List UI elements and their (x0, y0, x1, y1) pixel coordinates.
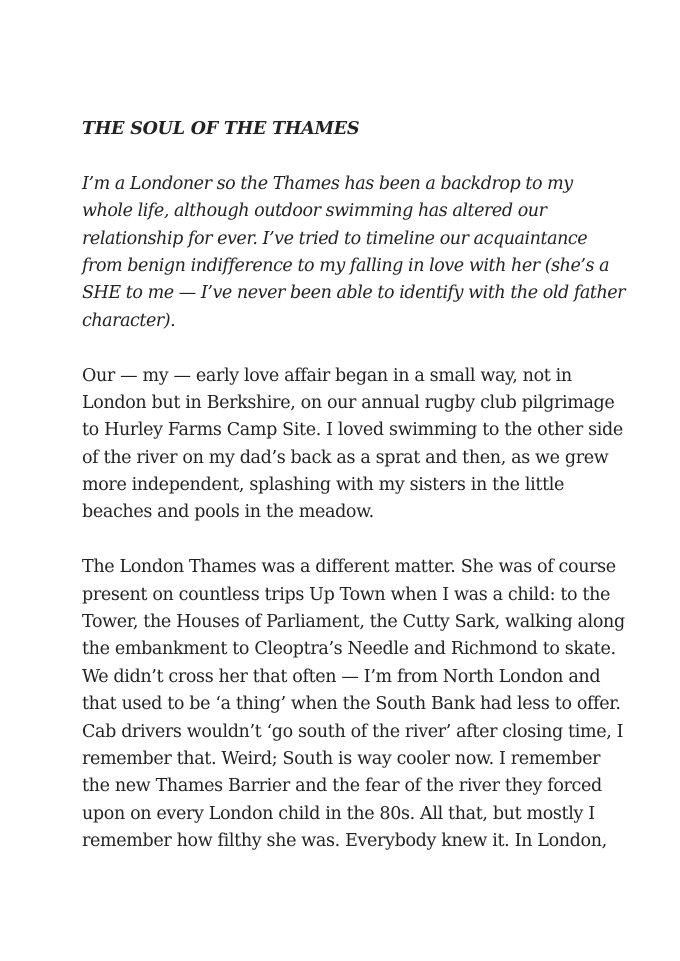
text-line: I’m a Londoner so the Thames has been a backdrop to my (82, 173, 573, 194)
paragraph-berkshire (82, 363, 642, 527)
text-line: relationship for ever. I’ve tried to timeline our acquaintance (82, 228, 588, 249)
text-line: whole life, although outdoor swimming has altered our (82, 201, 547, 222)
text-line: Tower, the Houses of Parliament, the Cutty Sark, walking along (82, 612, 625, 633)
text-line: The London Thames was a different matter. She was of course (82, 557, 616, 578)
text-line: to Hurley Farms Camp Site. I loved swimming to the other side (82, 420, 623, 441)
text-line: SHE to me — I’ve never been able to identify with the old father (82, 283, 626, 304)
text-line: from benign indifference to my falling in love with her (she’s a (82, 255, 610, 276)
page-title: THE SOUL OF THE THAMES (82, 119, 360, 139)
text-line: beaches and pools in the meadow. (82, 502, 374, 523)
text-line: that used to be ‘a thing’ when the South Bank had less to offer. (82, 694, 621, 715)
text-line: London but in Berkshire, on our annual rugby club pilgrimage (82, 392, 615, 413)
text-line: the embankment to Cleoptra’s Needle and Richmond to skate. (82, 639, 616, 660)
paragraph-intro (82, 171, 642, 335)
text-line: character). (82, 310, 176, 331)
text-line: the new Thames Barrier and the fear of the river they forced (82, 776, 602, 797)
document-page (82, 116, 642, 883)
text-line: remember that. Weird; South is way cooler now. I remember (82, 749, 601, 769)
text-line: We didn’t cross her that often — I’m from North London and (82, 666, 601, 687)
text-line: Our — my — early love affair began in a small way, not in (82, 365, 572, 386)
text-line: more independent, splashing with my sisters in the little (82, 475, 565, 496)
paragraph-london-thames (82, 554, 642, 855)
text-line: present on countless trips Up Town when I was a child: to the (82, 584, 611, 605)
text-line: upon on every London child in the 80s. All that, but mostly I (82, 803, 595, 824)
text-line: of the river on my dad’s back as a sprat and then, as we grew (82, 447, 609, 468)
text-line: remember how filthy she was. Everybody knew it. In London, (82, 831, 607, 852)
text-line: Cab drivers wouldn’t ‘go south of the river’ after closing time, I (82, 721, 624, 742)
